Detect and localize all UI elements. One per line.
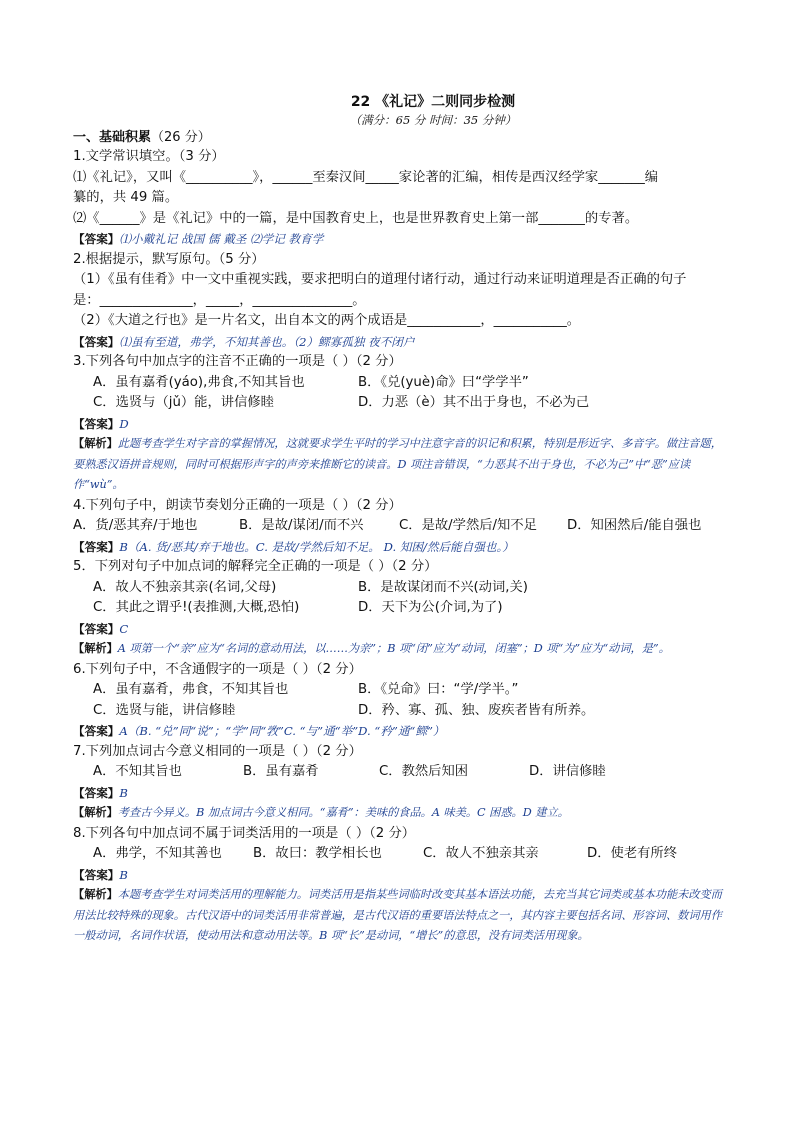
q3-option-b: B．《兑(yuè)命》曰“学学半” — [358, 374, 529, 390]
q6-stem: 6.下列句子中，不含通假字的一项是（ ）（2 分） — [73, 661, 362, 677]
section-label: 一、基础积累 — [73, 130, 152, 145]
page-title: 22 《礼记》二则同步检测 — [350, 94, 516, 110]
answer-text: ⑴小戴礼记 战国 儒 戴圣 ⑵学记 教育学 — [119, 232, 324, 246]
worksheet — [73, 92, 733, 947]
q3-stem: 3.下列各句中加点字的注音不正确的一项是（ ）（2 分） — [73, 354, 402, 369]
q5-answer — [73, 619, 733, 640]
q6-option-c: C．选贤与能，讲信修睦 — [93, 702, 236, 718]
answer-tag: 【答案】 — [73, 416, 120, 431]
q7-option-a: A．不知其旨也 — [93, 764, 182, 779]
q5-option-c: C．其此之谓乎!(表推测,大概,恐怕) — [93, 600, 300, 615]
section-heading — [73, 128, 733, 147]
answer-tag: 【答案】 — [73, 334, 120, 349]
q4-option-b: B．是故/谋闭/而不兴 — [239, 518, 364, 533]
q4-options-row — [73, 516, 733, 537]
q2-line3: （2）《大道之行也》是一片名文，出自本文的两个成语是___________，___________。 — [73, 313, 581, 328]
answer-tag: 【答案】 — [73, 539, 120, 554]
q5-option-d: D．天下为公(介词,为了) — [358, 600, 503, 615]
q4-answer — [73, 537, 733, 558]
q2-answer — [73, 332, 733, 353]
explanation-tag: 【解析】 — [73, 806, 118, 819]
q2-stem: 2.根据提示，默写原句。（5 分） — [73, 251, 265, 267]
q8-explanation — [73, 885, 733, 947]
q8-option-b: B．故曰：教学相长也 — [253, 846, 382, 861]
q6-options-row1 — [73, 680, 733, 701]
explanation-text: 本题考查学生对词类活用的理解能力。词类活用是指某些词临时改变其基本语法功能，去充当其它词类或基本功能未改变而用法比较特殊的现象。古代汉语中的词类活用非常普遍，是古代汉语的重要语法特点之一，其内容主要包括名词、形容词、数词用作一般动词，名词作状语，使动用法和意动用法等。B 项“长”是动词，“增长”的意思，没有词类活用现象。 — [73, 888, 722, 942]
answer-text: B（A. 货/恶其/弃于地也。C. 是故/学然后知不足。 D. 知困/然后能自强也。） — [119, 539, 514, 554]
q3-options-row2 — [73, 393, 733, 414]
explanation-text: 此题考查学生对字音的掌握情况，这就要求学生平时的学习中注意字音的识记和积累，特别是形近字、多音字。做注音题，要熟悉汉语拼音规则，同时可根据形声字的声旁来推断它的读音。D 项注音错误，“力恶其不出于身也，不必为己”中“恶”应读作“wù”。 — [73, 437, 722, 491]
q8-stem: 8.下列各句中加点词不属于词类活用的一项是（ ）（2 分） — [73, 825, 416, 841]
q7-answer — [73, 783, 733, 804]
q5-explanation — [73, 639, 733, 660]
answer-text: A（B. “兑”同“说”；“学”同“敩”C. “与”通“举”D. “矜”通“鳏”） — [119, 724, 445, 738]
answer-text: ⑴虽有至道，弗学，不知其善也。（2）鳏寡孤独 夜不闭户 — [119, 334, 415, 349]
q3-options-row1 — [73, 373, 733, 394]
q1-answer — [73, 229, 733, 250]
q7-options-row — [73, 762, 733, 783]
q1-line1: ⑴《礼记》，又叫《__________》，______至秦汉间_____家论著的汇编，相传是西汉经学家_______编 — [73, 169, 659, 185]
explanation-tag: 【解析】 — [73, 437, 118, 450]
q6-answer — [73, 721, 733, 742]
q2-line2: 是：______________，_____，_______________。 — [73, 292, 366, 308]
explanation-tag: 【解析】 — [73, 888, 118, 901]
answer-text: D — [119, 416, 129, 431]
q1-line2: 纂的，共 49 篇。 — [73, 190, 179, 205]
q6-option-a: A．虽有嘉肴，弗食，不知其旨也 — [93, 682, 289, 697]
q5-options-row1 — [73, 578, 733, 599]
q8-option-d: D．使老有所终 — [587, 846, 678, 861]
explanation-text: 考查古今异义。B 加点词古今意义相同。“嘉肴”：美味的食品。A 味美。C 困惑。D 建立。 — [117, 806, 569, 819]
q3-answer — [73, 414, 733, 435]
q4-option-c: C．是故/学然后/知不足 — [399, 518, 537, 533]
answer-tag: 【答案】 — [73, 724, 120, 738]
q6-option-b: B．《兑命》曰：“学/学半。” — [358, 682, 519, 697]
q4-option-d: D．知困然后/能自强也 — [567, 518, 702, 533]
answer-text: C — [119, 621, 129, 636]
q8-option-a: A．弗学，不知其善也 — [93, 846, 222, 861]
q5-options-row2 — [73, 598, 733, 619]
q6-option-d: D．矜、寡、孤、独、废疾者皆有所养。 — [358, 702, 595, 718]
q7-explanation — [73, 803, 733, 824]
q8-options-row — [73, 844, 733, 865]
q7-stem: 7.下列加点词古今意义相同的一项是（ ）（2 分） — [73, 743, 362, 759]
q4-option-a: A．货/恶其弃/于地也 — [73, 518, 198, 533]
answer-tag: 【答案】 — [73, 785, 120, 800]
q7-option-d: D．讲信修睦 — [529, 764, 606, 779]
q3-option-d: D．力恶（è）其不出于身也，不必为己 — [358, 395, 590, 410]
q8-answer — [73, 865, 733, 886]
q7-option-c: C．教然后知困 — [379, 764, 469, 779]
answer-tag: 【答案】 — [73, 621, 120, 636]
page-subtitle: （满分：65 分 时间：35 分钟） — [349, 113, 517, 127]
explanation-tag: 【解析】 — [73, 642, 118, 655]
answer-text: B — [119, 867, 128, 882]
q5-stem: 5．下列对句子中加点词的解释完全正确的一项是（ ）（2 分） — [73, 559, 438, 574]
q5-option-b: B．是故谋闭而不兴(动词,关) — [358, 579, 528, 595]
q3-explanation — [73, 434, 733, 496]
q3-option-c: C．选贤与（jǔ）能，讲信修睦 — [93, 395, 274, 410]
q6-options-row2 — [73, 701, 733, 722]
q7-option-b: B．虽有嘉肴 — [243, 764, 319, 779]
q2-line1: （1）《虽有佳肴》中一文中重视实践，要求把明白的道理付诸行动，通过行动来证明道理是否正确的句子 — [73, 272, 687, 287]
q1-line3: ⑵《______》是《礼记》中的一篇，是中国教育史上，也是世界教育史上第一部_______的专著。 — [73, 210, 639, 226]
answer-tag: 【答案】 — [73, 867, 120, 882]
answer-text: B — [119, 785, 128, 800]
q8-option-c: C．故人不独亲其亲 — [423, 846, 539, 861]
q3-option-a: A．虽有嘉肴(yáo),弗食,不知其旨也 — [93, 374, 305, 390]
q1-stem: 1.文学常识填空。（3 分） — [73, 149, 225, 164]
q4-stem: 4.下列句子中，朗读节奏划分正确的一项是（ ）（2 分） — [73, 497, 402, 513]
explanation-text: A 项第一个“亲”应为“名词的意动用法，以……为亲”；B 项“闭”应为“动词，闭塞”；D 项“为”应为“动词，是”。 — [117, 642, 670, 655]
section-points: （26 分） — [151, 130, 211, 145]
q5-option-a: A．故人不独亲其亲(名词,父母) — [93, 579, 277, 595]
answer-tag: 【答案】 — [73, 232, 120, 246]
